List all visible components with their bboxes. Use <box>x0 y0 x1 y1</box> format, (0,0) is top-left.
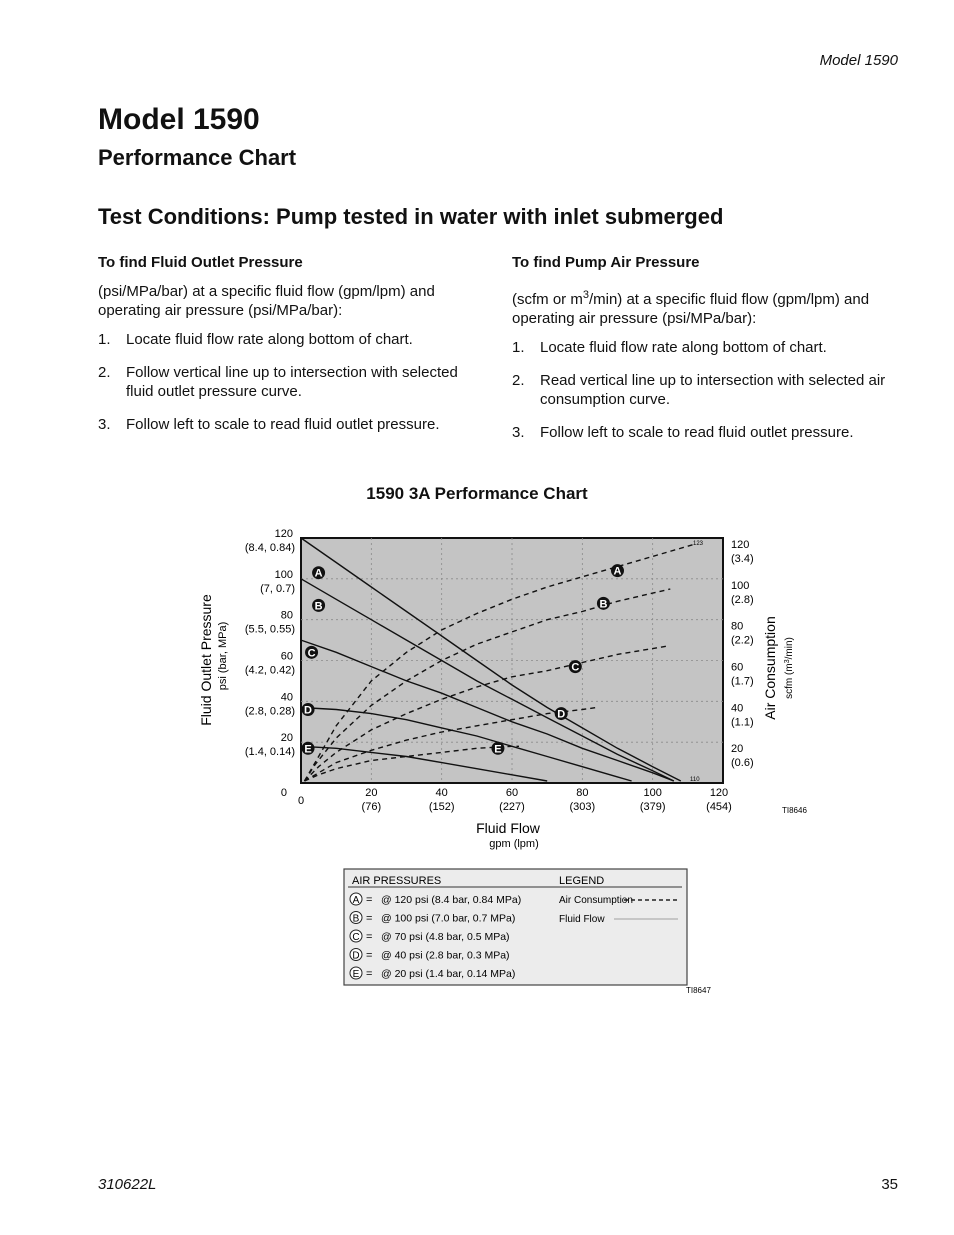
chart-title: 1590 3A Performance Chart <box>366 484 588 503</box>
x-tick-label: 40 <box>435 787 448 799</box>
y-tick-label: 120 <box>274 528 293 540</box>
legend-equals: = <box>366 912 373 925</box>
y2-axis-label: Air Consumption <box>762 616 778 720</box>
fluid-marker-label: B <box>314 600 323 613</box>
air-marker-label: E <box>494 743 502 756</box>
fluid-marker-label: E <box>304 743 312 756</box>
intro-text: (scfm or m <box>512 291 583 308</box>
section-title: Performance Chart <box>98 145 297 170</box>
corner-note: 110 <box>690 777 700 783</box>
y-tick-sublabel: (4.2, 0.42) <box>244 664 295 677</box>
legend-air-heading: AIR PRESSURES <box>352 875 442 887</box>
y2-tick-label: 120 <box>731 539 750 551</box>
y2-tick-sublabel: (3.4) <box>731 553 754 565</box>
legend-key-letter: E <box>352 969 360 980</box>
y2-tick-label: 20 <box>731 743 744 756</box>
step-text: Follow vertical line up to intersection with selected fluid outlet pressure curve. <box>126 364 458 400</box>
step-number: 2. <box>98 364 111 381</box>
x-axis-label: Fluid Flow <box>476 820 540 836</box>
air-marker-label: B <box>599 598 608 611</box>
running-header: Model 1590 <box>819 52 898 69</box>
legend-item-text: @ 40 psi (2.8 bar, 0.3 MPa) <box>381 949 510 962</box>
legend-item-text: @ 70 psi (4.8 bar, 0.5 MPa) <box>381 931 510 943</box>
legend-air-consumption: Air Consumption <box>559 895 633 906</box>
y-axis-label: Fluid Outlet Pressure <box>198 594 214 726</box>
legend-item-text: @ 100 psi (7.0 bar, 0.7 MPa) <box>381 912 516 925</box>
x-tick-sublabel: (76) <box>361 801 382 813</box>
step-text: Read vertical line up to intersection with selected air consumption curve. <box>540 372 886 408</box>
y2-tick-label: 80 <box>731 620 744 633</box>
legend-key-letter: B <box>352 913 360 925</box>
y-tick-label: 80 <box>280 609 293 622</box>
y2-tick-sublabel: (2.8) <box>731 593 754 606</box>
y-tick-sublabel: (7, 0.7) <box>260 582 295 595</box>
step-number: 3. <box>512 424 525 441</box>
chart-figure-id: TI8646 <box>782 806 807 815</box>
y2-units-post: /min) <box>784 637 795 660</box>
x-tick-label: 60 <box>505 787 519 799</box>
y-tick-sublabel: (5.5, 0.55) <box>244 623 295 636</box>
x-tick-label: 100 <box>643 787 662 799</box>
legend-fluid-flow: Fluid Flow <box>559 914 605 925</box>
step-number: 1. <box>512 339 525 356</box>
x-tick-sublabel: (152) <box>428 801 455 813</box>
legend-heading: LEGEND <box>559 875 605 887</box>
right-column-heading: To find Pump Air Pressure <box>512 254 700 271</box>
left-column-intro: (psi/MPa/bar) at a specific fluid flow (gpm/lpm) and operating air pressure (psi/MPa/bar): <box>98 283 435 319</box>
legend-equals: = <box>366 894 373 906</box>
fluid-marker-label: C <box>307 647 316 660</box>
air-marker-label: D <box>557 708 566 721</box>
corner-note: 123 <box>693 541 704 547</box>
legend-equals: = <box>366 949 373 962</box>
y2-axis-units <box>784 637 796 699</box>
page-number: 35 <box>881 1176 898 1193</box>
step-number: 2. <box>512 372 525 389</box>
y2-tick-label: 100 <box>731 579 750 592</box>
y2-tick-sublabel: (1.1) <box>731 716 754 729</box>
y2-tick-sublabel: (1.7) <box>731 675 754 688</box>
legend-key-letter: A <box>352 895 360 906</box>
y-tick-label: 100 <box>274 568 293 581</box>
y2-units-pre: scfm (m <box>784 663 795 699</box>
step-text: Follow left to scale to read fluid outlet pressure. <box>126 416 440 433</box>
legend-equals: = <box>366 968 373 980</box>
x-tick-sublabel: (227) <box>499 801 525 813</box>
left-column-heading: To find Fluid Outlet Pressure <box>98 254 303 271</box>
x-axis-units: gpm (lpm) <box>489 838 539 850</box>
y2-tick-sublabel: (0.6) <box>731 757 754 770</box>
x-tick-label: 120 <box>709 787 729 799</box>
x-tick-sublabel: (379) <box>639 801 666 813</box>
y2-tick-sublabel: (2.2) <box>731 634 754 647</box>
x-tick-sublabel: (454) <box>706 801 732 813</box>
x-tick-label: 0 <box>297 795 305 807</box>
legend-key-letter: C <box>352 932 360 943</box>
step-text: Locate fluid flow rate along bottom of chart. <box>126 331 413 348</box>
legend-key-letter: D <box>352 950 360 962</box>
x-tick-label: 80 <box>576 787 589 799</box>
x-tick-sublabel: (303) <box>569 801 596 813</box>
y-tick-label: 40 <box>280 691 293 704</box>
air-marker-label: A <box>613 565 622 578</box>
y2-units-sup: 3 <box>783 659 791 664</box>
x-tick-label: 20 <box>365 787 378 799</box>
step-number: 3. <box>98 416 111 433</box>
step-text: Follow left to scale to read fluid outlet pressure. <box>540 424 854 441</box>
y-tick-label: 20 <box>280 732 293 745</box>
y-tick-sublabel: (1.4, 0.14) <box>244 746 295 759</box>
y-axis-units: psi (bar, MPa) <box>217 621 229 691</box>
y2-tick-label: 40 <box>731 702 744 715</box>
page-title: Model 1590 <box>98 103 260 136</box>
fluid-marker-label: A <box>314 567 323 580</box>
air-marker-label: C <box>571 661 580 674</box>
y-tick-sublabel: (2.8, 0.28) <box>244 705 295 718</box>
legend-equals: = <box>366 931 373 943</box>
step-text: Locate fluid flow rate along bottom of chart. <box>540 339 827 356</box>
y-tick-label: 0 <box>280 787 287 799</box>
intro-superscript: 3 <box>582 289 589 301</box>
intro-text-cont: /min) at a specific fluid flow (gpm/lpm) and operating air pressure (psi/MPa/bar): <box>512 291 870 327</box>
step-number: 1. <box>98 331 111 348</box>
legend-item-text: @ 20 psi (1.4 bar, 0.14 MPa) <box>381 968 516 980</box>
y-tick-label: 60 <box>280 650 293 663</box>
y-tick-sublabel: (8.4, 0.84) <box>244 542 295 554</box>
doc-number: 310622L <box>98 1176 157 1193</box>
y2-tick-label: 60 <box>731 661 744 674</box>
legend-figure-id: TI8647 <box>686 986 711 995</box>
fluid-marker-label: D <box>304 704 313 717</box>
test-conditions-heading: Test Conditions: Pump tested in water with inlet submerged <box>98 204 724 229</box>
legend-item-text: @ 120 psi (8.4 bar, 0.84 MPa) <box>381 894 522 906</box>
